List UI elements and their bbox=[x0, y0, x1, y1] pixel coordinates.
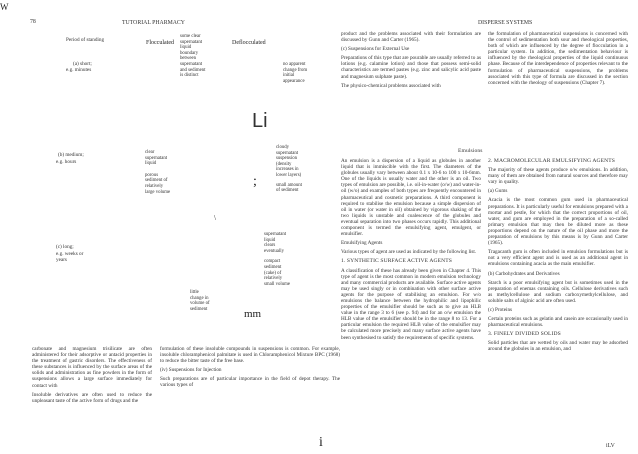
paragraph: carbonate and magnesium trisilicate are often administered for their adsorptive or antacid properties in the treatment of gastric disorders. The effectiveness of these substances is influenced by the surface areas of the solids and administration as fine powders in the form of suspensions allows a large surface immediately for contact with bbox=[32, 346, 152, 389]
paragraph: the formulation of pharmaceutical suspensions is concerned with the control of sedimentation both sour and rheological properties, both of which are influenced by the degree of flocculation in a particular system. In addition, the sedimentation behaviour is influenced by the rheological properties of the liquid continuous phase. Because of the interdependence of properties relevant to the formulation of pharmaceutical suspensions, the problems associated with this type of formula are discussed in the section concerned with the rheology of suspensions (Chapter 7). bbox=[488, 31, 628, 86]
left-bottom-col bbox=[32, 346, 152, 407]
corner-mark: W bbox=[0, 2, 9, 12]
page-number: 78 bbox=[30, 19, 36, 25]
figure-col-defloc: Deflocculated bbox=[232, 40, 266, 46]
paragraph: Insoluble derivatives are often used to reduce the unpleasant taste of the active form of drugs and the bbox=[32, 391, 152, 404]
row-label-short-eg: e.g. minutes bbox=[66, 67, 92, 73]
floc-a-notes: some clear supernatant liquid boundary between supernatant and sediment is distinct bbox=[180, 34, 206, 79]
floc-c-notes: little change in volume of sediment bbox=[190, 290, 210, 312]
section-heading: 3. FINELY DIVIDED SOLIDS bbox=[488, 331, 561, 338]
left-bottom-col-2 bbox=[160, 346, 340, 392]
paragraph: Solid particles that are wetted by oils and water may be adsorbed around the globules in an emulsion, and bbox=[488, 340, 628, 353]
glyph-i: i bbox=[319, 435, 323, 450]
glyph-li: Li bbox=[252, 110, 268, 132]
row-label-medium-eg: e.g. hours bbox=[56, 159, 77, 165]
figure-col-period: Period of standing bbox=[66, 37, 105, 43]
paragraph: product and the problems associated with their formulation are discussed by Gunn and Carter (1965). bbox=[341, 31, 481, 44]
running-head-left: TUTORIAL PHARMACY bbox=[122, 20, 185, 26]
paragraph: Acacia is the most common gum used in pharmaceutical preparations. It is particularly useful for emulsions prepared with a mortar and pestle, for which that the correct proportions of oil, water, and gum are employed in the preparation of a so-called primary emulsion that may then be diluted more as these proportions depend on the nature of the oil phase and more the preparation of emulsions by this means is by Gunn and Carter (1965). bbox=[488, 197, 628, 247]
mid-col bbox=[341, 31, 481, 92]
section-heading: Emulsifying Agents bbox=[341, 240, 383, 247]
paragraph: Certain proteins such as gelatin and casein are occasionally used in pharmaceutical emulsions. bbox=[488, 316, 628, 329]
glyph-backslash: \ bbox=[214, 214, 216, 222]
glyph-mm: mm bbox=[244, 308, 262, 320]
section-heading: (b) Carbohydrates and Derivatives bbox=[488, 270, 560, 277]
defloc-b-notes: cloudy supernatant suspension (density increases in lower layers) small amount of sediment bbox=[276, 145, 302, 194]
paragraph: Starch is a poor emulsifying agent but is sometimes used in the preparation of enemas containing oils. Cellulose derivatives such as methylcellulose and sodium carboxymethylcellulose, and soluble salts of alginic acid are often used. bbox=[488, 279, 628, 304]
row-label-long-eg: e.g. weeks or years bbox=[56, 251, 84, 264]
section-heading: (a) Gums bbox=[488, 188, 508, 195]
paragraph: Various types of agent are used as indicated by the following list. bbox=[341, 249, 477, 256]
right-col bbox=[488, 31, 628, 89]
row-label-long: (c) long; bbox=[56, 244, 74, 250]
row-label-short: (a) short; bbox=[73, 61, 92, 67]
paragraph: An emulsion is a dispersion of a liquid as globules in another liquid that is immiscible with the first. The diameters of the globules usually vary between about 0.1 x 10-6 to 100 x 10-6mm. One of the liquids is usually water and the other is an oil. Two types of emulsion are possible, i.e. oil-in-water (o/w) and water-in-oil (w/o) and examples of both types are frequently encountered in pharmaceutical and cosmetic preparations. A third component is required to stabilise the emulsion because a simple dispersion of oil in water (or water in oil) obtained by vigorous shaking of the two liquids is unstable and coalescence of the globules and eventual separation into two phases occurs rapidly. This additional component is termed the emulsifying agent, emulgent, or emulsifier. bbox=[341, 158, 481, 238]
paragraph: Tragacanth gum is often included in emulsion formulations but is not a very efficient agent and is used as an additional agent in emulsions containing acacia as the main emulsifier. bbox=[488, 249, 628, 268]
paragraph: Such preparations are of particular importance in the field of depot therapy. The various types of bbox=[160, 376, 340, 389]
paragraph: The physico-chemical problems associated with bbox=[341, 82, 441, 89]
row-label-medium: (b) medium; bbox=[58, 152, 84, 158]
defloc-a-notes: no apparent change from initial appearance bbox=[283, 62, 308, 84]
right-col-2 bbox=[488, 158, 628, 356]
paragraph: The majority of these agents produce o/w emulsions. In addition, many of them are obtained from natural sources and therefore may vary in quality. bbox=[488, 167, 628, 186]
section-heading: (iv) Suspensions for Injection bbox=[160, 367, 222, 374]
emulsions-title: Emulsions bbox=[458, 148, 483, 154]
section-heading: 2. MACROMOLECULAR EMULSIFYING AGENTS bbox=[488, 158, 615, 164]
section-heading: (c) Suspensions for External Use bbox=[341, 46, 410, 53]
paragraph: Preparations of this type that are pourable are usually referred to as lotions (e.g. calamine lotion) and those that possess semi-solid characteristics are termed pastes (e.g. zinc and salicylic acid paste and magnesium sulphate paste). bbox=[341, 55, 481, 80]
defloc-c-notes: supernatant liquid clears eventually compact sediment (cake) of relatively small volume bbox=[264, 232, 290, 287]
paragraph: formulation of these insoluble compounds in suspensions is common. For example, insoluble chloramphenicol palmitate is used in Chloramphenicol Mixture BPC (1968) to reduce the bitter taste of the free base. bbox=[160, 346, 340, 365]
section-heading: (c) Proteins bbox=[488, 306, 513, 313]
figure-col-floc: Flocculated bbox=[146, 40, 174, 46]
running-head-right: DISPERSE SYSTEMS bbox=[478, 20, 533, 26]
mid-col-2 bbox=[341, 158, 481, 344]
section-heading: 1. SYNTHETIC SURFACE ACTIVE AGENTS bbox=[341, 258, 452, 265]
footer-mark: iLV bbox=[606, 443, 615, 449]
glyph-semicolon: ; bbox=[253, 174, 257, 189]
paragraph: A classification of these has already been given in Chapter 4. This type of agent is the most common in modern emulsion technology and many commercial products are available. Surface active agents may be used singly or in combination with other surface active agents for the purpose of stabilising an emulsion. For w/o emulsions the balance between the hydrophilic and lipophilic properties of the emulsifier should be such as to give an HLB value in the range 3 to 6 (see p. 94) and for an o/w emulsion the HLB value of the emulsifier should be in the range 8 to 13. For a particular emulsion the required HLB value of the emulsifier may be calculated more precisely and many surface active agents have been synthesised to satisfy the requirements of specific systems. bbox=[341, 267, 481, 341]
floc-b-notes: clear supernatant liquid porous sediment of relatively large volume bbox=[145, 150, 171, 195]
